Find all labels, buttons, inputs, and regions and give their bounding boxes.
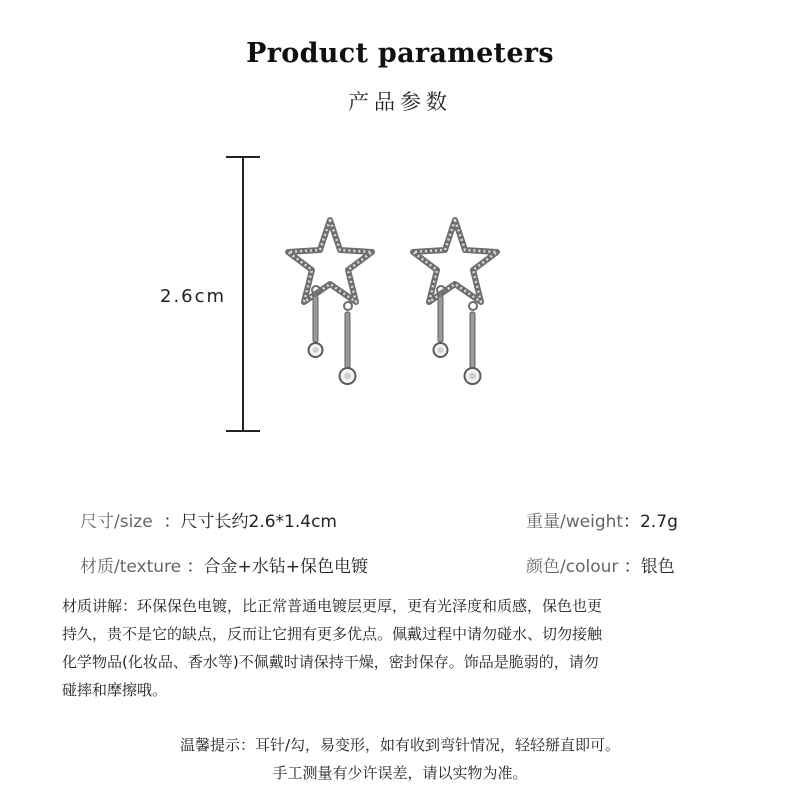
measurement-note: 手工测量有少许误差，请以实物为准。: [272, 764, 528, 782]
height-dimension-label: 2.6cm: [160, 286, 227, 307]
page-subtitle: 产品参数: [348, 90, 452, 114]
ruler-line: [242, 156, 244, 432]
right-earring: [413, 220, 497, 384]
weight-value: ：2.7g: [623, 512, 678, 532]
colour-value: ：银色: [623, 557, 675, 577]
colour-spec: [526, 552, 675, 577]
texture-spec: [80, 552, 368, 577]
size-key: 尺寸/size: [80, 512, 153, 532]
weight-key: 重量/weight: [526, 512, 624, 532]
ruler-bottom-cap: [226, 430, 260, 432]
colour-key: 颜色/colour: [526, 557, 619, 577]
texture-value: ：合金+水钻+保色电镀: [186, 557, 369, 577]
texture-key: 材质/texture: [80, 557, 182, 577]
description-line: 材质讲解：环保保色电镀，比正常普通电镀层更厚，更有光泽度和质感，保色也更: [62, 597, 603, 615]
weight-spec: [526, 507, 678, 532]
description-line: 碰摔和摩擦哦。: [62, 681, 168, 699]
earrings-product-image: [280, 210, 540, 410]
description-line: 化学物品(化妆品、香水等)不佩戴时请保持干燥，密封保存。饰品是脆弱的，请勿: [62, 653, 599, 671]
description-line: 持久，贵不是它的缺点，反而让它拥有更多优点。佩戴过程中请勿碰水、切勿接触: [62, 625, 603, 643]
size-spec: [80, 507, 337, 532]
material-description: [62, 592, 752, 704]
size-value: ：尺寸长约2.6*1.4cm: [163, 512, 337, 532]
left-earring: [288, 220, 372, 384]
warm-tip: 温馨提示：耳针/勾，易变形，如有收到弯针情况，轻轻掰直即可。: [179, 736, 621, 754]
height-ruler: [226, 156, 260, 432]
page-title: Product parameters: [246, 38, 554, 69]
